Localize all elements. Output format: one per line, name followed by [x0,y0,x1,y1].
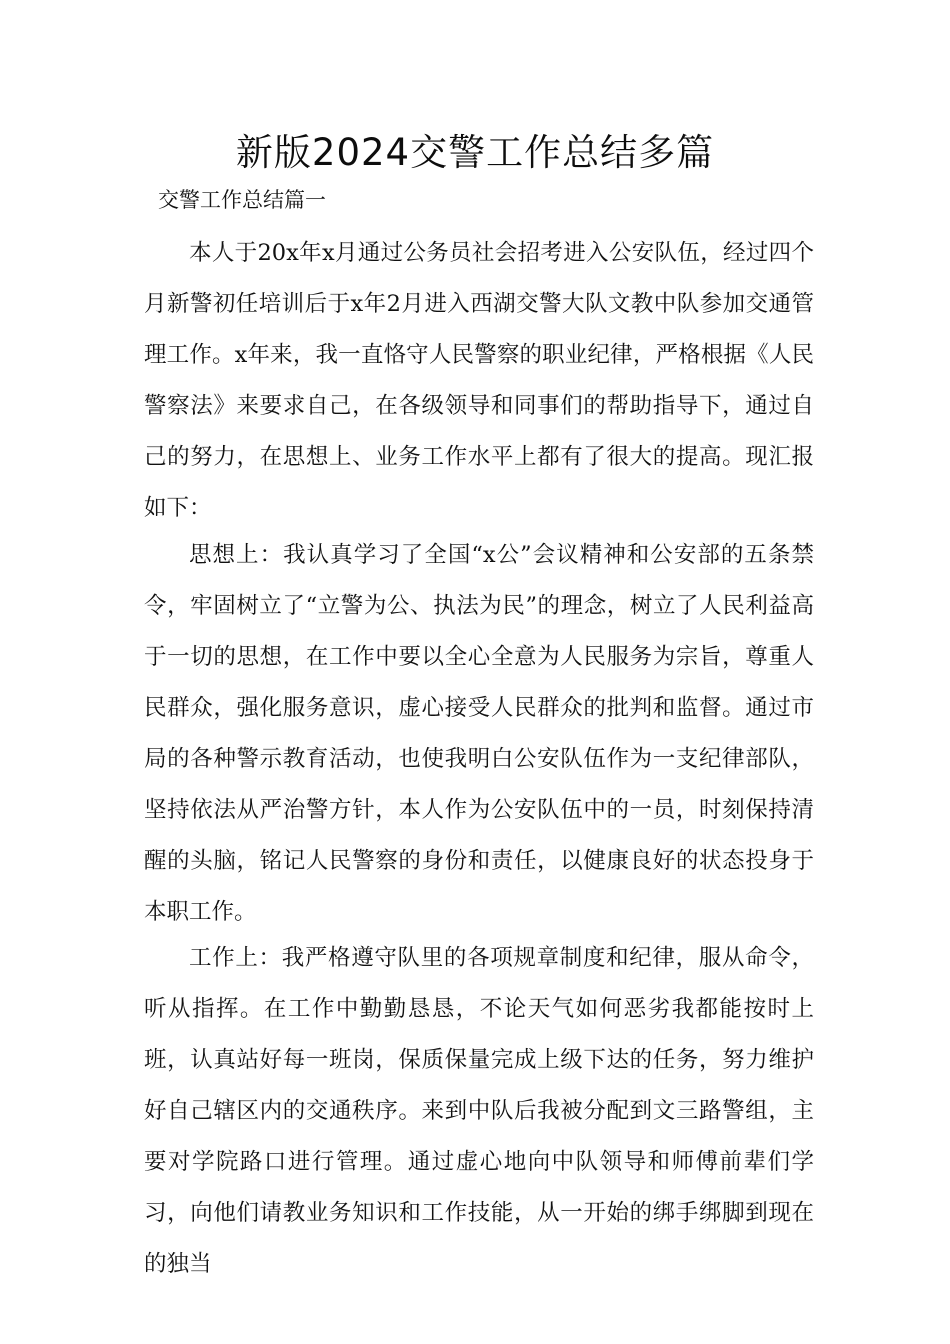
document-title: 新版2024交警工作总结多篇 [235,131,715,174]
paragraph: 工作上：我严格遵守队里的各项规章制度和纪律，服从命令，听从指挥。在工作中勤勤恳恳，不论天气如何恶劣我都能按时上班，认真站好每一班岗，保质保量完成上级下达的任务，努力维护好自己辖区内的交通秩序。来到中队后我被分配到文三路警组，主要对学院路口进行管理。通过虚心地向中队领导和师傅前辈们学习，向他们请教业务知识和工作技能，从一开始的绑手绑脚到现在的独当 [144,945,814,1277]
paragraph: 本人于20x年x月通过公务员社会招考进入公安队伍，经过四个月新警初任培训后于x年2月进入西湖交警大队文教中队参加交通管理工作。x年来，我一直恪守人民警察的职业纪律，严格根据《人民警察法》来要求自己，在各级领导和同事们的帮助指导下，通过自己的努力，在思想上、业务工作水平上都有了很大的提高。现汇报如下： [144,240,814,521]
section-heading: 交警工作总结篇一 [158,188,326,212]
paragraph: 思想上：我认真学习了全国“x公”会议精神和公安部的五条禁令，牢固树立了“立警为公、执法为民”的理念，树立了人民利益高于一切的思想，在工作中要以全心全意为人民服务为宗旨，尊重人民群众，强化服务意识，虚心接受人民群众的批判和监督。通过市局的各种警示教育活动，也使我明白公安队伍作为一支纪律部队，坚持依法从严治警方针，本人作为公安队伍中的一员，时刻保持清醒的头脑，铭记人民警察的身份和责任，以健康良好的状态投身于本职工作。 [144,542,814,925]
